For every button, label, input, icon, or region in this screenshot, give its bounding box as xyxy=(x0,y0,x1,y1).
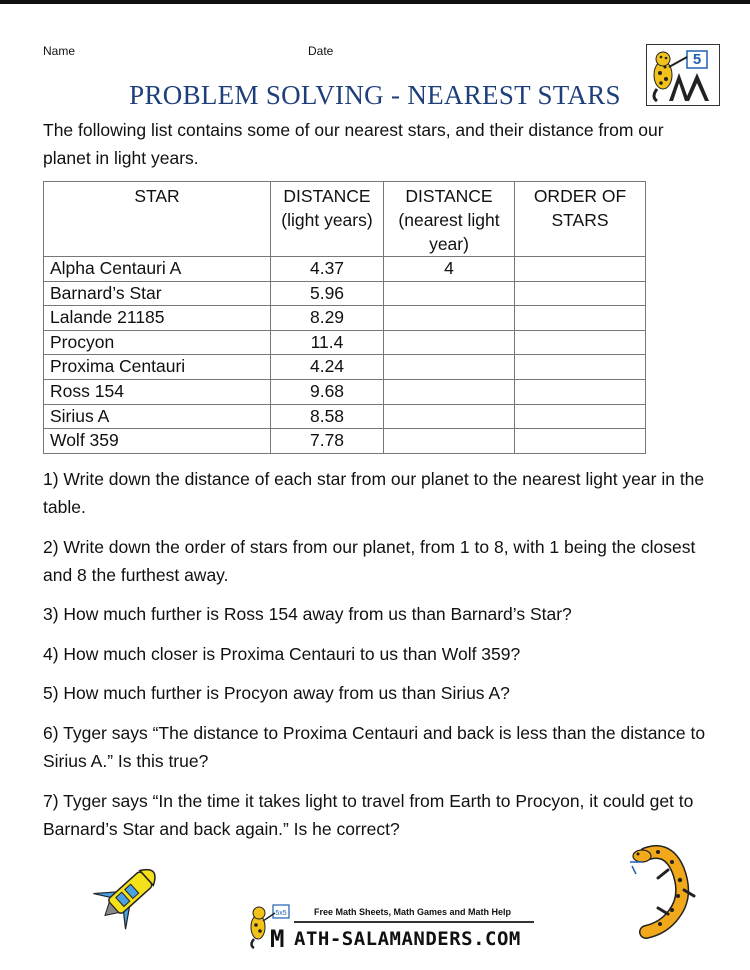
nearest-cell[interactable] xyxy=(384,355,515,380)
header-distance: DISTANCE (light years) xyxy=(271,182,384,257)
intro-text: The following list contains some of our nearest stars, and their distance from our planet in light years. xyxy=(43,120,664,168)
nearest-cell[interactable] xyxy=(384,306,515,331)
order-cell[interactable] xyxy=(515,355,646,380)
grade-badge: 5 xyxy=(692,51,702,68)
footer-brand-initial: M xyxy=(270,925,285,953)
table-row xyxy=(44,355,646,380)
table-row xyxy=(44,330,646,355)
nearest-cell[interactable] xyxy=(384,330,515,355)
page-title: PROBLEM SOLVING - NEAREST STARS xyxy=(129,80,621,110)
star-name: Procyon xyxy=(44,330,271,355)
header-nearest: DISTANCE (nearest light year) xyxy=(384,182,515,257)
stars-table xyxy=(43,181,646,454)
star-distance: 5.96 xyxy=(271,281,384,306)
svg-text:5x5: 5x5 xyxy=(275,910,287,917)
header-star: STAR xyxy=(44,182,271,257)
footer-tagline: Free Math Sheets, Math Games and Math Help xyxy=(314,907,512,917)
footer-brand: ATH-SALAMANDERS.COM xyxy=(294,928,521,950)
order-cell[interactable] xyxy=(515,330,646,355)
star-distance: 7.78 xyxy=(271,429,384,454)
table-row xyxy=(44,306,646,331)
question-3: 3) How much further is Ross 154 away from us than Barnard’s Star? xyxy=(43,604,572,624)
order-cell[interactable] xyxy=(515,257,646,282)
question-5: 5) How much further is Procyon away from us than Sirius A? xyxy=(43,683,510,703)
star-name: Barnard’s Star xyxy=(44,281,271,306)
star-name: Ross 154 xyxy=(44,379,271,404)
date-label: Date xyxy=(308,44,334,58)
header-order: ORDER OF STARS xyxy=(515,182,646,257)
star-name: Sirius A xyxy=(44,404,271,429)
order-cell[interactable] xyxy=(515,429,646,454)
nearest-cell[interactable] xyxy=(384,379,515,404)
star-distance: 4.37 xyxy=(271,257,384,282)
nearest-cell[interactable] xyxy=(384,429,515,454)
table-row xyxy=(44,379,646,404)
star-distance: 4.24 xyxy=(271,355,384,380)
star-distance: 8.29 xyxy=(271,306,384,331)
nearest-cell[interactable] xyxy=(384,404,515,429)
star-name: Lalande 21185 xyxy=(44,306,271,331)
table-row xyxy=(44,257,646,282)
table-header-row xyxy=(44,182,646,257)
star-distance: 9.68 xyxy=(271,379,384,404)
order-cell[interactable] xyxy=(515,281,646,306)
rocket-icon xyxy=(86,852,176,932)
question-4: 4) How much closer is Proxima Centauri to us than Wolf 359? xyxy=(43,644,521,664)
footer-divider xyxy=(294,921,534,923)
order-cell[interactable] xyxy=(515,379,646,404)
star-distance: 8.58 xyxy=(271,404,384,429)
nearest-cell[interactable]: 4 xyxy=(384,257,515,282)
order-cell[interactable] xyxy=(515,306,646,331)
table-row xyxy=(44,404,646,429)
table-row xyxy=(44,281,646,306)
table-row xyxy=(44,429,646,454)
question-6: 6) Tyger says “The distance to Proxima Centauri and back is less than the distance to Sirius A.” Is this true? xyxy=(43,723,706,771)
star-name: Wolf 359 xyxy=(44,429,271,454)
question-1: 1) Write down the distance of each star from our planet to the nearest light year in the table. xyxy=(43,469,705,517)
star-distance: 11.4 xyxy=(271,330,384,355)
star-name: Proxima Centauri xyxy=(44,355,271,380)
question-7: 7) Tyger says “In the time it takes light to travel from Earth to Procyon, it could get to Barnard’s Star and back again.” Is he correct? xyxy=(43,791,694,839)
top-rule xyxy=(0,0,750,4)
name-label: Name xyxy=(43,44,76,58)
order-cell[interactable] xyxy=(515,404,646,429)
star-name: Alpha Centauri A xyxy=(44,257,271,282)
nearest-cell[interactable] xyxy=(384,281,515,306)
salamander-icon xyxy=(628,840,708,940)
question-2: 2) Write down the order of stars from our planet, from 1 to 8, with 1 being the closest and 8 the furthest away. xyxy=(43,537,696,585)
